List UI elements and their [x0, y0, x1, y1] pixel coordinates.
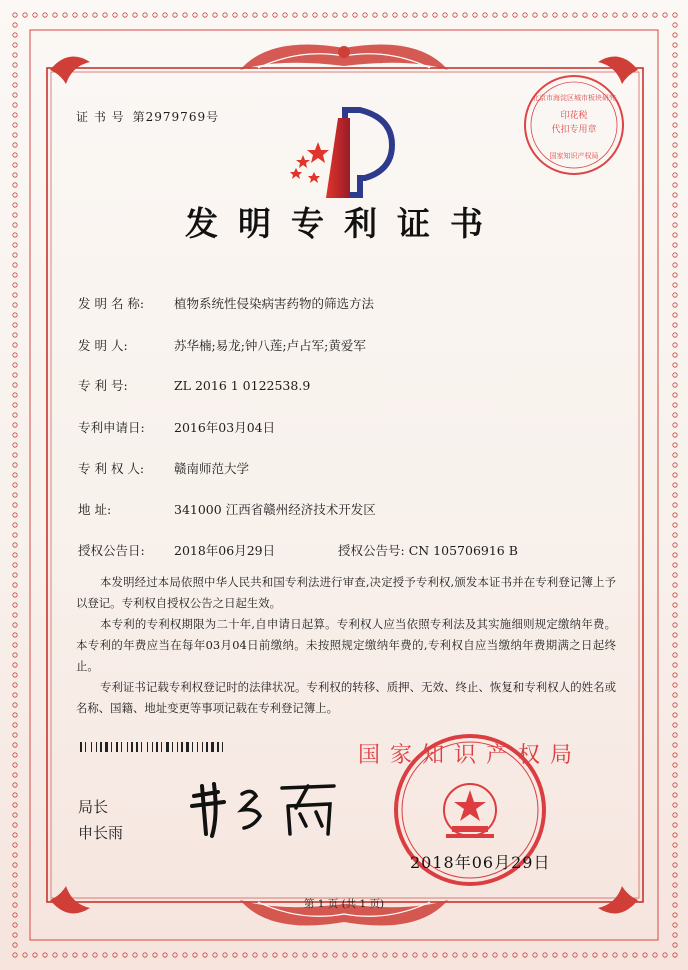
barcode-bar — [209, 742, 210, 752]
barcode-bar — [217, 742, 219, 752]
barcode-bar — [224, 742, 226, 752]
barcode-bar — [100, 742, 102, 752]
certificate-body — [76, 572, 616, 719]
field-label: 专 利 权 人: — [78, 461, 145, 476]
svg-text:代扣专用章: 代扣专用章 — [551, 125, 597, 135]
svg-text:北京市海淀区城市板块研究: 北京市海淀区城市板块研究 — [532, 94, 616, 102]
barcode-bar — [147, 742, 148, 752]
barcode-bar — [202, 742, 203, 752]
barcode-bar — [113, 742, 115, 752]
barcode-bar — [174, 742, 176, 752]
field-value: 赣南师范大学 — [174, 461, 250, 476]
svg-text:国家知识产权局: 国家知识产权局 — [357, 743, 583, 768]
certificate-number-label: 证 书 号 — [76, 110, 125, 124]
signatory-title: 局长 — [78, 798, 109, 816]
barcode-bar — [139, 742, 140, 752]
barcode-bar — [181, 742, 183, 752]
barcode-bar — [131, 742, 133, 752]
barcode-bar — [105, 742, 108, 752]
field-label: 授权公告日: — [78, 543, 145, 558]
field-value: CN 105706916 B — [408, 543, 518, 558]
barcode-bar — [109, 742, 110, 752]
body-paragraph: 本专利的专利权期限为二十年,自申请日起算。专利权人应当依照专利法及其实施细则规定缴纳年费。本专利的年费应当在每年03月04日前缴纳。未按照规定缴纳年费的,专利权自应当缴纳年费期满之日起终止。 — [76, 617, 616, 673]
barcode-bar — [80, 742, 82, 752]
field-patent-number — [78, 376, 310, 394]
barcode-bar — [177, 742, 178, 752]
barcode-bar — [199, 742, 201, 752]
field-grant-pub-no — [338, 541, 518, 559]
barcode-bar — [197, 742, 198, 752]
barcode-bar — [186, 742, 189, 752]
barcode — [80, 742, 272, 752]
barcode-bar — [192, 742, 193, 752]
field-invention-name — [78, 294, 374, 312]
field-value: ZL 2016 1 0122538.9 — [174, 378, 311, 393]
page-footer: 第 1 页 (共 1 页) — [303, 898, 385, 910]
handwritten-signature — [184, 776, 344, 840]
field-label: 授权公告号: — [338, 543, 405, 558]
field-label: 专利申请日: — [78, 420, 145, 435]
body-paragraph: 专利证书记载专利权登记时的法律状况。专利权的转移、质押、无效、终止、恢复和专利权人的姓名或名称、国籍、地址变更等事项记载在专利登记簿上。 — [76, 680, 616, 715]
barcode-bar — [123, 742, 126, 752]
barcode-bar — [83, 742, 84, 752]
field-label: 发 明 人: — [78, 338, 128, 353]
barcode-bar — [163, 742, 165, 752]
barcode-bar — [166, 742, 169, 752]
barcode-bar — [204, 742, 205, 752]
barcode-bar — [111, 742, 112, 752]
field-value: 植物系统性侵染病害药物的筛选方法 — [174, 296, 375, 311]
body-paragraph: 本发明经过本局依照中华人民共和国专利法进行审查,决定授予专利权,颁发本证书并在专利登记簿上予以登记。专利权自授权公告之日起生效。 — [76, 575, 616, 610]
barcode-bar — [119, 742, 120, 752]
barcode-bar — [96, 742, 97, 752]
barcode-bar — [116, 742, 118, 752]
barcode-bar — [127, 742, 128, 752]
field-patentee — [78, 459, 249, 477]
certificate-title: 发明专利证书 — [185, 204, 503, 243]
barcode-bar — [222, 742, 223, 752]
barcode-bar — [206, 742, 208, 752]
barcode-bar — [211, 742, 214, 752]
svg-text:印花税: 印花税 — [560, 111, 588, 121]
field-value: 苏华楠;易龙;钟八莲;卢占军;黄爱军 — [174, 338, 366, 353]
barcode-bar — [103, 742, 104, 752]
tax-seal-stamp — [525, 76, 623, 174]
field-value: 2018年06月29日 — [174, 543, 276, 558]
svg-text:国家知识产权局: 国家知识产权局 — [549, 152, 599, 160]
barcode-bar — [172, 742, 173, 752]
field-value: 341000 江西省赣州经济技术开发区 — [174, 502, 376, 517]
barcode-bar — [98, 742, 99, 752]
barcode-bar — [143, 742, 146, 752]
barcode-bar — [161, 742, 162, 752]
barcode-bar — [149, 742, 151, 752]
field-application-date — [78, 418, 275, 436]
barcode-bar — [154, 742, 155, 752]
barcode-bar — [194, 742, 196, 752]
barcode-bar — [87, 742, 90, 752]
barcode-bar — [85, 742, 86, 752]
certificate-number — [76, 108, 227, 125]
barcode-bar — [170, 742, 171, 752]
barcode-bar — [220, 742, 221, 752]
field-grant-date — [78, 541, 275, 559]
field-value: 2016年03月04日 — [174, 420, 276, 435]
barcode-bar — [121, 742, 122, 752]
signatory-name: 申长雨 — [78, 824, 124, 842]
field-label: 地 址: — [78, 502, 112, 517]
barcode-bar — [141, 742, 142, 752]
barcode-bar — [179, 742, 180, 752]
barcode-bar — [156, 742, 158, 752]
signed-date: 2018年06月29日 — [410, 853, 551, 872]
barcode-bar — [159, 742, 160, 752]
barcode-bar — [152, 742, 153, 752]
barcode-bar — [136, 742, 138, 752]
field-inventors — [78, 336, 366, 354]
certificate-number-value: 第2979769号 — [132, 110, 220, 124]
barcode-bar — [91, 742, 92, 752]
cnipa-logo-icon — [290, 110, 392, 198]
barcode-bar — [184, 742, 185, 752]
barcode-bar — [190, 742, 191, 752]
barcode-bar — [215, 742, 216, 752]
field-label: 发 明 名 称: — [78, 296, 145, 311]
barcode-bar — [134, 742, 135, 752]
field-label: 专 利 号: — [78, 378, 128, 393]
barcode-bar — [129, 742, 130, 752]
field-address — [78, 500, 376, 518]
barcode-bar — [93, 742, 95, 752]
